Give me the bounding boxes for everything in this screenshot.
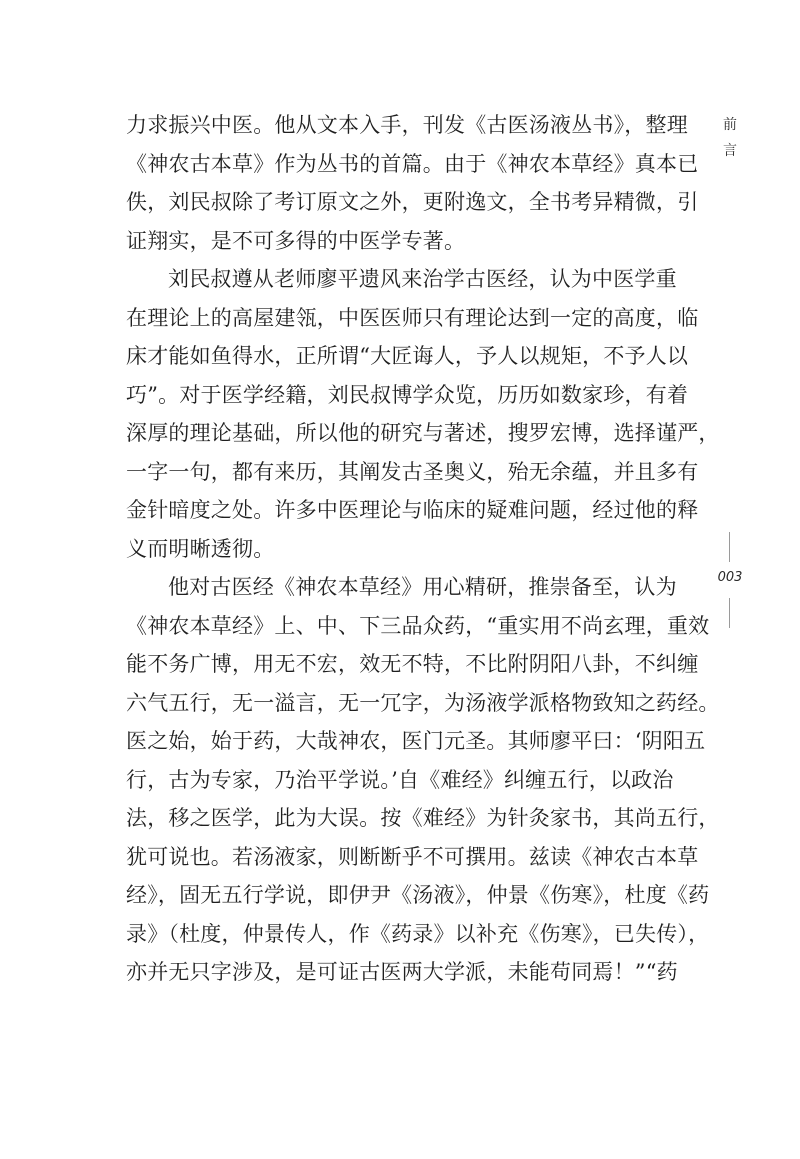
text-line: 录》（杜度，仲景传人，作《药录》以补充《伤寒》，已失传），: [126, 921, 710, 946]
page-number-divider-top: [729, 532, 730, 562]
section-label-char: 言: [723, 143, 737, 159]
text-line: 他对古医经《神农本草经》用心精研，推崇备至，认为: [168, 575, 677, 599]
text-line: 行，古为专家，乃治平学说。’自《难经》纠缠五行，以政治: [126, 767, 674, 792]
text-line: 深厚的理论基础，所以他的研究与著述，搜罗宏博，选择谨严，: [126, 421, 720, 445]
text-line: 犹可说也。若汤液家，则断断乎不可撰用。兹读《神农古本草: [126, 844, 699, 869]
text-line: 证翔实，是不可多得的中医学专著。: [126, 228, 466, 253]
text-line: 义而明晰透彻。: [126, 536, 275, 561]
text-line: 亦并无只字涉及，是可证古医两大学派，未能苟同焉！”“药: [126, 960, 678, 984]
text-line: 力求振兴中医。他从文本入手，刊发《古医汤液丛书》，整理: [126, 113, 688, 137]
text-line: 医之始，始于药，大哉神农，医门元圣。其师廖平曰：‘阴阳五: [126, 729, 706, 753]
text-line: 经》，固无五行学说，即伊尹《汤液》，仲景《伤寒》，杜度《药: [126, 883, 710, 907]
text-line: 巧”。对于医学经籍，刘民叔博学众览，历历如数家珍，有着: [126, 382, 689, 407]
text-line: 金针暗度之处。许多中医理论与临床的疑难问题，经过他的释: [126, 498, 699, 522]
text-line: 能不务广博，用无不宏，效无不特，不比附阴阳八卦，不纠缠: [126, 652, 699, 676]
section-label-char: 前: [723, 117, 737, 133]
text-line: 刘民叔遵从老师廖平遗风来治学古医经，认为中医学重: [168, 267, 677, 291]
text-line: 一字一句，都有来历，其阐发古圣奥义，殆无余蕴，并且多有: [126, 459, 699, 484]
text-line: 床才能如鱼得水，正所谓“大匠诲人，予人以规矩，不予人以: [126, 344, 689, 368]
text-line: 法，移之医学，此为大误。按《难经》为针灸家书，其尚五行，: [126, 806, 720, 830]
text-line: 在理论上的高屋建瓴，中医医师只有理论达到一定的高度，临: [126, 305, 699, 330]
text-line: 《神农古本草》作为丛书的首篇。由于《神农本草经》真本已: [126, 151, 699, 176]
text-line: 六气五行，无一溢言，无一冗字，为汤液学派格物致知之药经。: [126, 690, 720, 715]
text-line: 《神农本草经》上、中、下三品众药，“重实用不尚玄理，重效: [126, 613, 710, 638]
text-line: 佚，刘民叔除了考订原文之外，更附逸文，全书考异精微，引: [126, 190, 699, 214]
page-number-divider-bottom: [729, 598, 730, 628]
body-text: [126, 106, 720, 992]
page-number: 003: [717, 570, 743, 585]
section-label: [720, 112, 740, 164]
